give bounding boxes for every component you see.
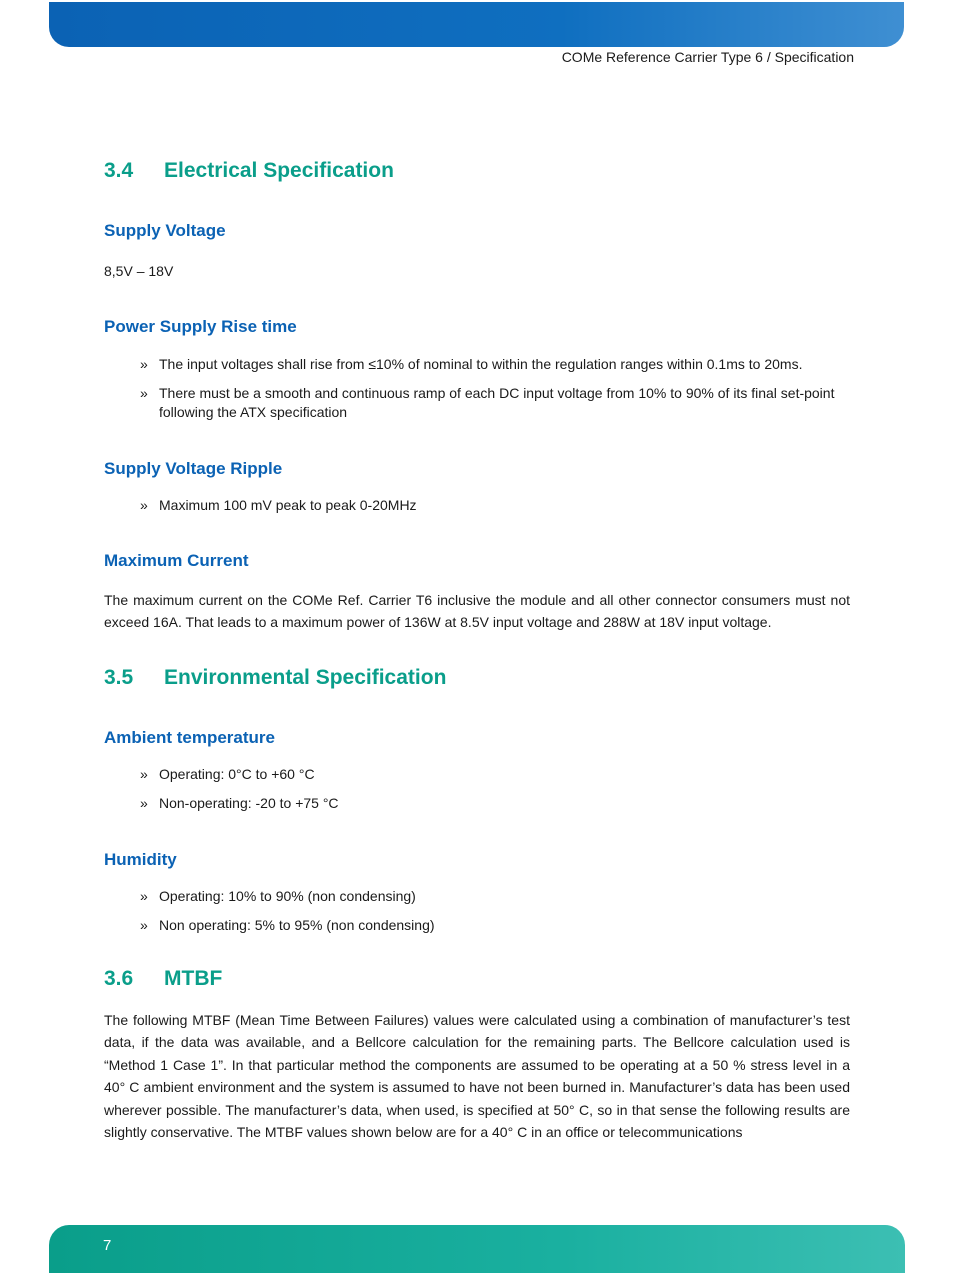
section-number: 3.5 xyxy=(104,666,134,689)
subheading-humidity: Humidity xyxy=(104,850,177,869)
section-title: MTBF xyxy=(164,967,223,990)
list-item xyxy=(140,496,850,515)
supply-voltage-text: 8,5V – 18V xyxy=(104,263,174,279)
subheading-max-current: Maximum Current xyxy=(104,551,249,570)
subheading-rise-time: Power Supply Rise time xyxy=(104,317,297,336)
list-item-text: There must be a smooth and continuous ramp of each DC input voltage from 10% to 90% of its final set-point following the ATX specification xyxy=(159,385,835,420)
list-item-text: The input voltages shall rise from ≤10% of nominal to within the regulation ranges within 0.1ms to 20ms. xyxy=(159,356,803,372)
section-heading-3-6 xyxy=(104,967,222,991)
list-item xyxy=(140,765,850,784)
bullet-marker: » xyxy=(140,385,148,401)
subheading-supply-voltage: Supply Voltage xyxy=(104,221,226,240)
list-item-text: Non-operating: -20 to +75 °C xyxy=(159,795,339,811)
section-heading-3-5 xyxy=(104,666,446,690)
list-item xyxy=(140,916,850,935)
list-item-text: Non operating: 5% to 95% (non condensing) xyxy=(159,917,435,933)
list-item xyxy=(140,355,850,374)
document-title: COMe Reference Carrier Type 6 / Specification xyxy=(561,49,854,65)
bullet-marker: » xyxy=(140,917,148,933)
section-title: Environmental Specification xyxy=(164,666,447,689)
list-item-text: Operating: 10% to 90% (non condensing) xyxy=(159,888,416,904)
subheading-ripple: Supply Voltage Ripple xyxy=(104,459,283,478)
section-heading-3-4 xyxy=(104,159,394,183)
bullet-marker: » xyxy=(140,888,148,904)
subheading-ambient: Ambient temperature xyxy=(104,728,275,747)
list-item-text: Operating: 0°C to +60 °C xyxy=(159,766,315,782)
list-item xyxy=(140,384,850,422)
bullet-marker: » xyxy=(140,356,148,372)
max-current-text: The maximum current on the COMe Ref. Carrier T6 inclusive the module and all other connector consumers must not exceed 16A. That leads to a maximum power of 136W at 8.5V input voltage and 288W at 18V input voltage. xyxy=(104,592,850,631)
bullet-marker: » xyxy=(140,766,148,782)
section-number: 3.4 xyxy=(104,159,134,182)
list-item-text: Maximum 100 mV peak to peak 0-20MHz xyxy=(159,497,417,513)
list-item xyxy=(140,887,850,906)
page-number: 7 xyxy=(103,1237,112,1254)
mtbf-text: The following MTBF (Mean Time Between Failures) values were calculated using a combination of manufacturer’s test data, if the data was available, and a Bellcore calculation for the remaining parts. The Bellcore calculation used is “Method 1 Case 1”. In that particular method the components are assumed to be operating at a 50 % stress level in a 40° C ambient environment and the system is assumed to have not been burned in. Manufacturer’s data has been used wherever possible. The manufacturer’s data, when used, is specified at 50° C, so in that sense the following results are slightly conservative. The MTBF values shown below are for a 40° C in an office or telecommunications xyxy=(104,1012,850,1141)
section-title: Electrical Specification xyxy=(164,159,394,182)
footer-bar xyxy=(49,1225,905,1273)
list-item xyxy=(140,794,850,813)
bullet-marker: » xyxy=(140,795,148,811)
section-number: 3.6 xyxy=(104,967,134,990)
bullet-marker: » xyxy=(140,497,148,513)
header-bar xyxy=(49,2,904,47)
